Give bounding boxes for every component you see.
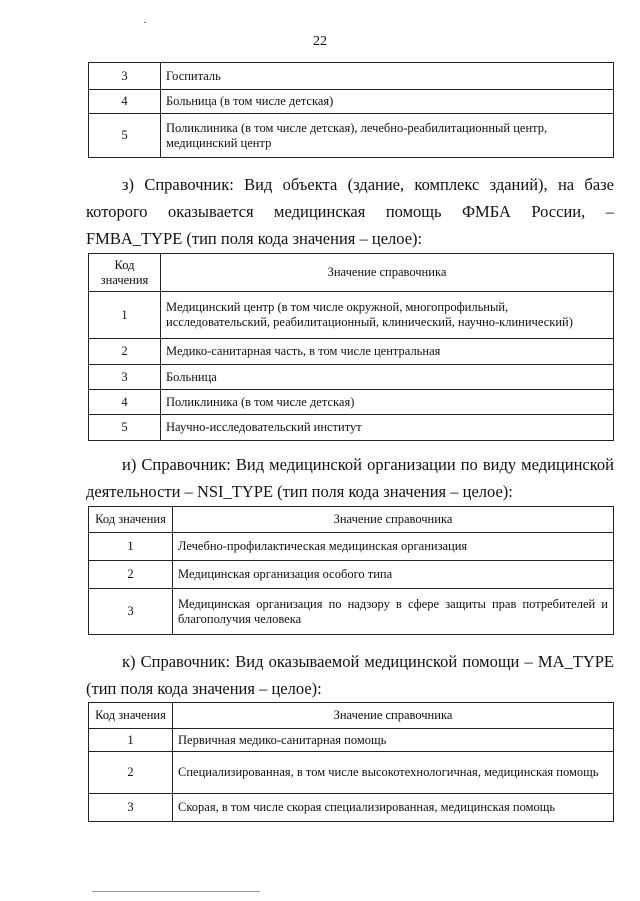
code-cell: 1 xyxy=(89,729,173,752)
code-cell: 5 xyxy=(89,114,161,158)
section-z-paragraph: з) Справочник: Вид объекта (здание, комплекс зданий), на базе которого оказывается медицинская помощь ФМБА России, – FMBA_TYPE (тип поля кода значения – целое): xyxy=(86,175,614,248)
table-row xyxy=(89,292,614,339)
header-value: Значение справочника xyxy=(161,254,614,292)
value-cell: Поликлиника (в том числе детская), лечебно-реабилитационный центр, медицинский центр xyxy=(161,114,614,158)
table-header-row xyxy=(89,703,614,729)
value-cell: Научно-исследовательский институт xyxy=(161,415,614,441)
value-cell: Медицинский центр (в том числе окружной, многопрофильный, исследовательский, реабилитационный, клинический, научно-клинический) xyxy=(161,292,614,339)
code-cell: 3 xyxy=(89,794,173,822)
code-cell: 2 xyxy=(89,561,173,589)
page-bottom-rule xyxy=(92,891,260,892)
page-number: 22 xyxy=(313,34,327,49)
ma-type-table xyxy=(88,702,614,822)
code-cell: 3 xyxy=(89,365,161,390)
table-row xyxy=(89,365,614,390)
header-code: Код значения xyxy=(89,507,173,533)
scan-mark xyxy=(144,22,146,23)
table-row xyxy=(89,390,614,415)
table-row xyxy=(89,561,614,589)
table-row xyxy=(89,339,614,365)
table-row xyxy=(89,752,614,794)
code-cell: 3 xyxy=(89,589,173,635)
value-cell: Лечебно-профилактическая медицинская организация xyxy=(173,533,614,561)
continuation-table xyxy=(88,62,614,158)
table-row xyxy=(89,794,614,822)
value-cell: Больница (в том числе детская) xyxy=(161,90,614,114)
table-row xyxy=(89,729,614,752)
table-row xyxy=(89,589,614,635)
value-cell: Медицинская организация по надзору в сфере защиты прав потребителей и благополучия человека xyxy=(173,589,614,635)
code-cell: 4 xyxy=(89,90,161,114)
value-cell: Специализированная, в том числе высокотехнологичная, медицинская помощь xyxy=(173,752,614,794)
value-cell: Поликлиника (в том числе детская) xyxy=(161,390,614,415)
value-cell: Скорая, в том числе скорая специализированная, медицинская помощь xyxy=(173,794,614,822)
code-cell: 2 xyxy=(89,339,161,365)
table-row xyxy=(89,114,614,158)
code-cell: 1 xyxy=(89,533,173,561)
value-cell: Больница xyxy=(161,365,614,390)
section-i-paragraph: и) Справочник: Вид медицинской организации по виду медицинской деятельности – NSI_TYPE (тип поля кода значения – целое): xyxy=(86,455,614,501)
table-row xyxy=(89,63,614,90)
section-k-paragraph: к) Справочник: Вид оказываемой медицинской помощи – MA_TYPE (тип поля кода значения – целое): xyxy=(86,652,614,698)
table-row xyxy=(89,415,614,441)
header-code: Код значения xyxy=(89,703,173,729)
code-cell: 2 xyxy=(89,752,173,794)
table-row xyxy=(89,533,614,561)
header-code: Код значения xyxy=(89,254,161,292)
value-cell: Госпиталь xyxy=(161,63,614,90)
header-value: Значение справочника xyxy=(173,507,614,533)
code-cell: 3 xyxy=(89,63,161,90)
fmba-type-table xyxy=(88,253,614,441)
code-cell: 1 xyxy=(89,292,161,339)
value-cell: Медицинская организация особого типа xyxy=(173,561,614,589)
value-cell: Первичная медико-санитарная помощь xyxy=(173,729,614,752)
code-cell: 4 xyxy=(89,390,161,415)
value-cell: Медико-санитарная часть, в том числе центральная xyxy=(161,339,614,365)
nsi-type-table xyxy=(88,506,614,635)
table-header-row xyxy=(89,507,614,533)
table-row xyxy=(89,90,614,114)
header-value: Значение справочника xyxy=(173,703,614,729)
code-cell: 5 xyxy=(89,415,161,441)
table-header-row xyxy=(89,254,614,292)
